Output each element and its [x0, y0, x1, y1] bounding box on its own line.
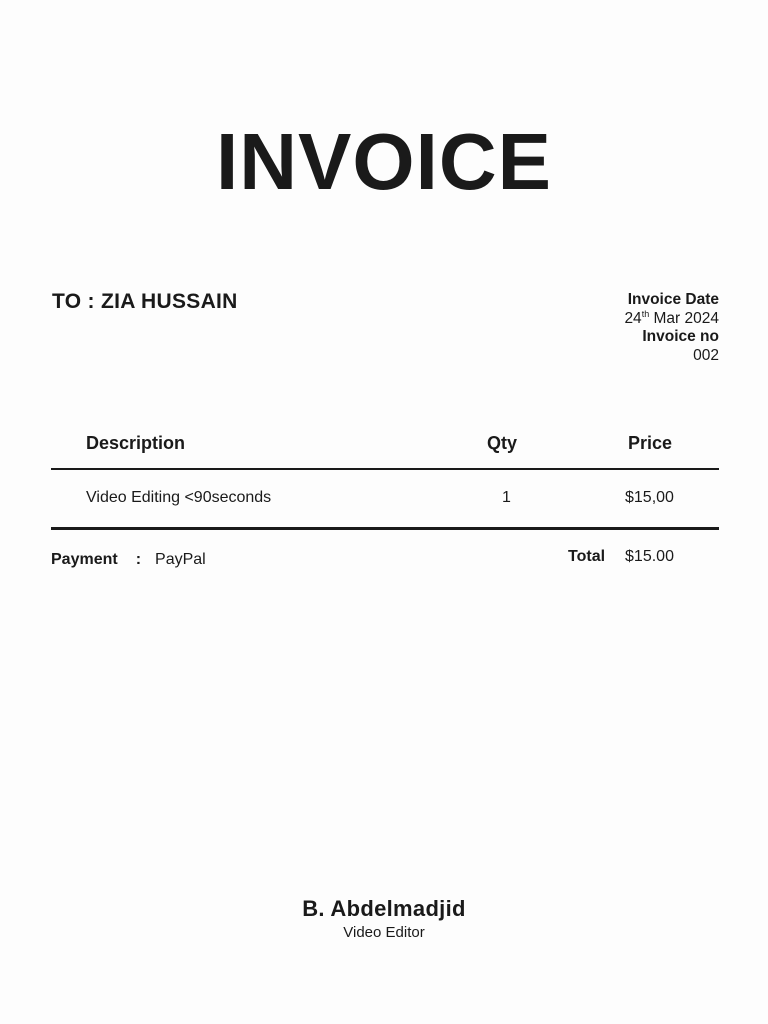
invoice-date-suffix: th	[641, 308, 650, 319]
recipient-line: TO : ZIA HUSSAIN	[52, 290, 238, 313]
column-header-price: Price	[628, 433, 673, 453]
total-label: Total	[568, 548, 606, 565]
signature-role: Video Editor	[343, 924, 425, 941]
column-header-description: Description	[86, 433, 186, 453]
invoice-title: INVOICE	[216, 117, 552, 206]
table-bottom-divider	[51, 527, 719, 530]
invoice-number-label: Invoice no	[642, 328, 719, 345]
invoice-date-rest: Mar 2024	[649, 309, 719, 327]
total-line	[568, 548, 674, 566]
row-price: $15,00	[625, 489, 674, 506]
payment-label: Payment	[51, 551, 118, 568]
total-value: $15.00	[625, 548, 674, 565]
invoice-meta	[624, 291, 719, 365]
table-top-divider	[51, 468, 719, 470]
payment-method: PayPal	[155, 551, 206, 568]
row-description: Video Editing <90seconds	[86, 489, 272, 506]
payment-separator: :	[135, 551, 142, 568]
invoice-date-label: Invoice Date	[627, 291, 719, 308]
signature-block	[0, 896, 768, 941]
row-qty: 1	[502, 489, 511, 506]
column-header-qty: Qty	[487, 433, 518, 453]
table-header	[52, 433, 719, 457]
invoice-number-value: 002	[693, 346, 719, 364]
invoice-date-value	[624, 310, 719, 329]
signature-name: B. Abdelmadjid	[302, 896, 466, 921]
invoice-date-day: 24	[624, 309, 642, 327]
payment-line	[51, 551, 206, 569]
